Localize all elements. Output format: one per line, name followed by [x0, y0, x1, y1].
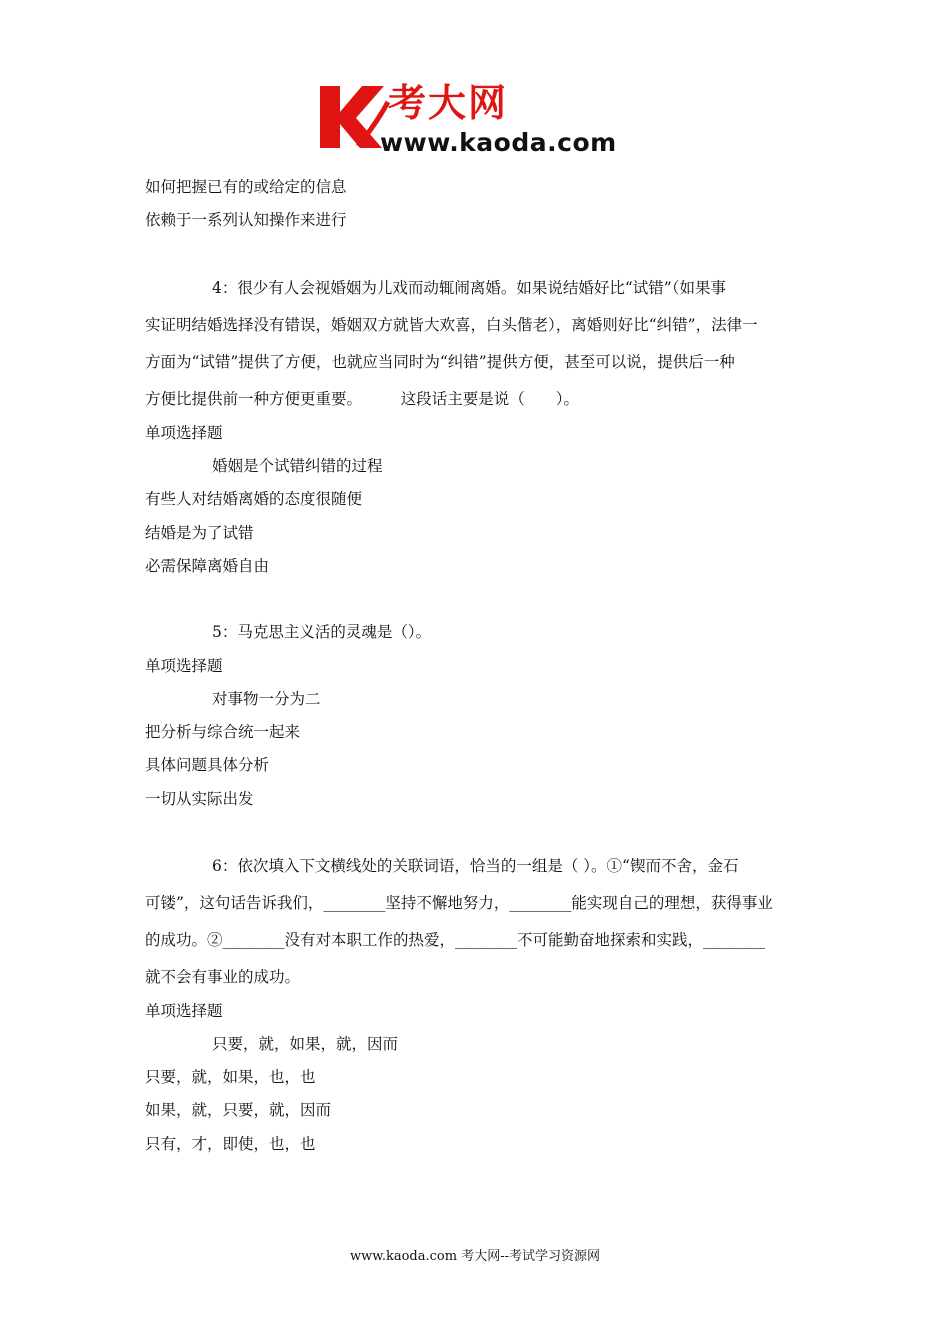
- q6-option-3: 如果，就，只要，就，因而: [145, 1101, 332, 1119]
- q5-question-type: 单项选择题: [145, 657, 223, 675]
- q4-stem-line-2: 实证明结婚选择没有错误，婚姻双方就皆大欢喜，白头偕老），离婚则好比“纠错”，法律一: [145, 316, 758, 334]
- q6-stem-line-3: 的成功。②________没有对本职工作的热爱，________不可能勤奋地探索和实践，________: [145, 931, 766, 949]
- q4-stem-line-3: 方面为“试错”提供了方便，也就应当同时为“纠错”提供方便，甚至可以说，提供后一种: [145, 353, 735, 371]
- q5-stem: 5：马克思主义活的灵魂是（）。: [212, 623, 432, 641]
- q5-option-1: 对事物一分为二: [212, 690, 321, 708]
- q6-option-4: 只有，才，即使，也，也: [145, 1135, 316, 1153]
- q6-stem-line-1: 6：依次填入下文横线处的关联词语，恰当的一组是（ ）。①“锲而不舍，金石: [212, 857, 739, 875]
- q4-option-2: 有些人对结婚离婚的态度很随便: [145, 490, 363, 508]
- logo-url: www.kaoda.com: [380, 128, 617, 157]
- q4-option-3: 结婚是为了试错: [145, 524, 254, 542]
- kaoda-logo: [318, 80, 640, 160]
- q4-stem-line-1: 4：很少有人会视婚姻为儿戏而动辄闹离婚。如果说结婚好比“试错”（如果事: [212, 279, 726, 297]
- q6-option-1: 只要，就，如果，就，因而: [212, 1035, 399, 1053]
- q6-stem-line-4: 就不会有事业的成功。: [145, 968, 301, 986]
- carryover-option-1: 如何把握已有的或给定的信息: [145, 178, 347, 196]
- q4-question-type: 单项选择题: [145, 424, 223, 442]
- q5-option-3: 具体问题具体分析: [145, 756, 270, 774]
- q5-option-4: 一切从实际出发: [145, 790, 254, 808]
- q6-question-type: 单项选择题: [145, 1002, 223, 1020]
- q4-stem-line-4: 方便比提供前一种方便更重要。 这段话主要是说（ ）。: [145, 390, 580, 408]
- q6-option-2: 只要，就，如果，也，也: [145, 1068, 316, 1086]
- q6-stem-line-2: 可镂”，这句话告诉我们，________坚持不懈地努力，________能实现自己的理想，获得事业: [145, 894, 773, 912]
- q4-option-1: 婚姻是个试错纠错的过程: [212, 457, 383, 475]
- page-footer: www.kaoda.com 考大网--考试学习资源网: [350, 1249, 600, 1264]
- q5-option-2: 把分析与综合统一起来: [145, 723, 301, 741]
- logo-brand-name: 考大网: [388, 81, 509, 125]
- carryover-option-2: 依赖于一系列认知操作来进行: [145, 211, 347, 229]
- q4-option-4: 必需保障离婚自由: [145, 557, 270, 575]
